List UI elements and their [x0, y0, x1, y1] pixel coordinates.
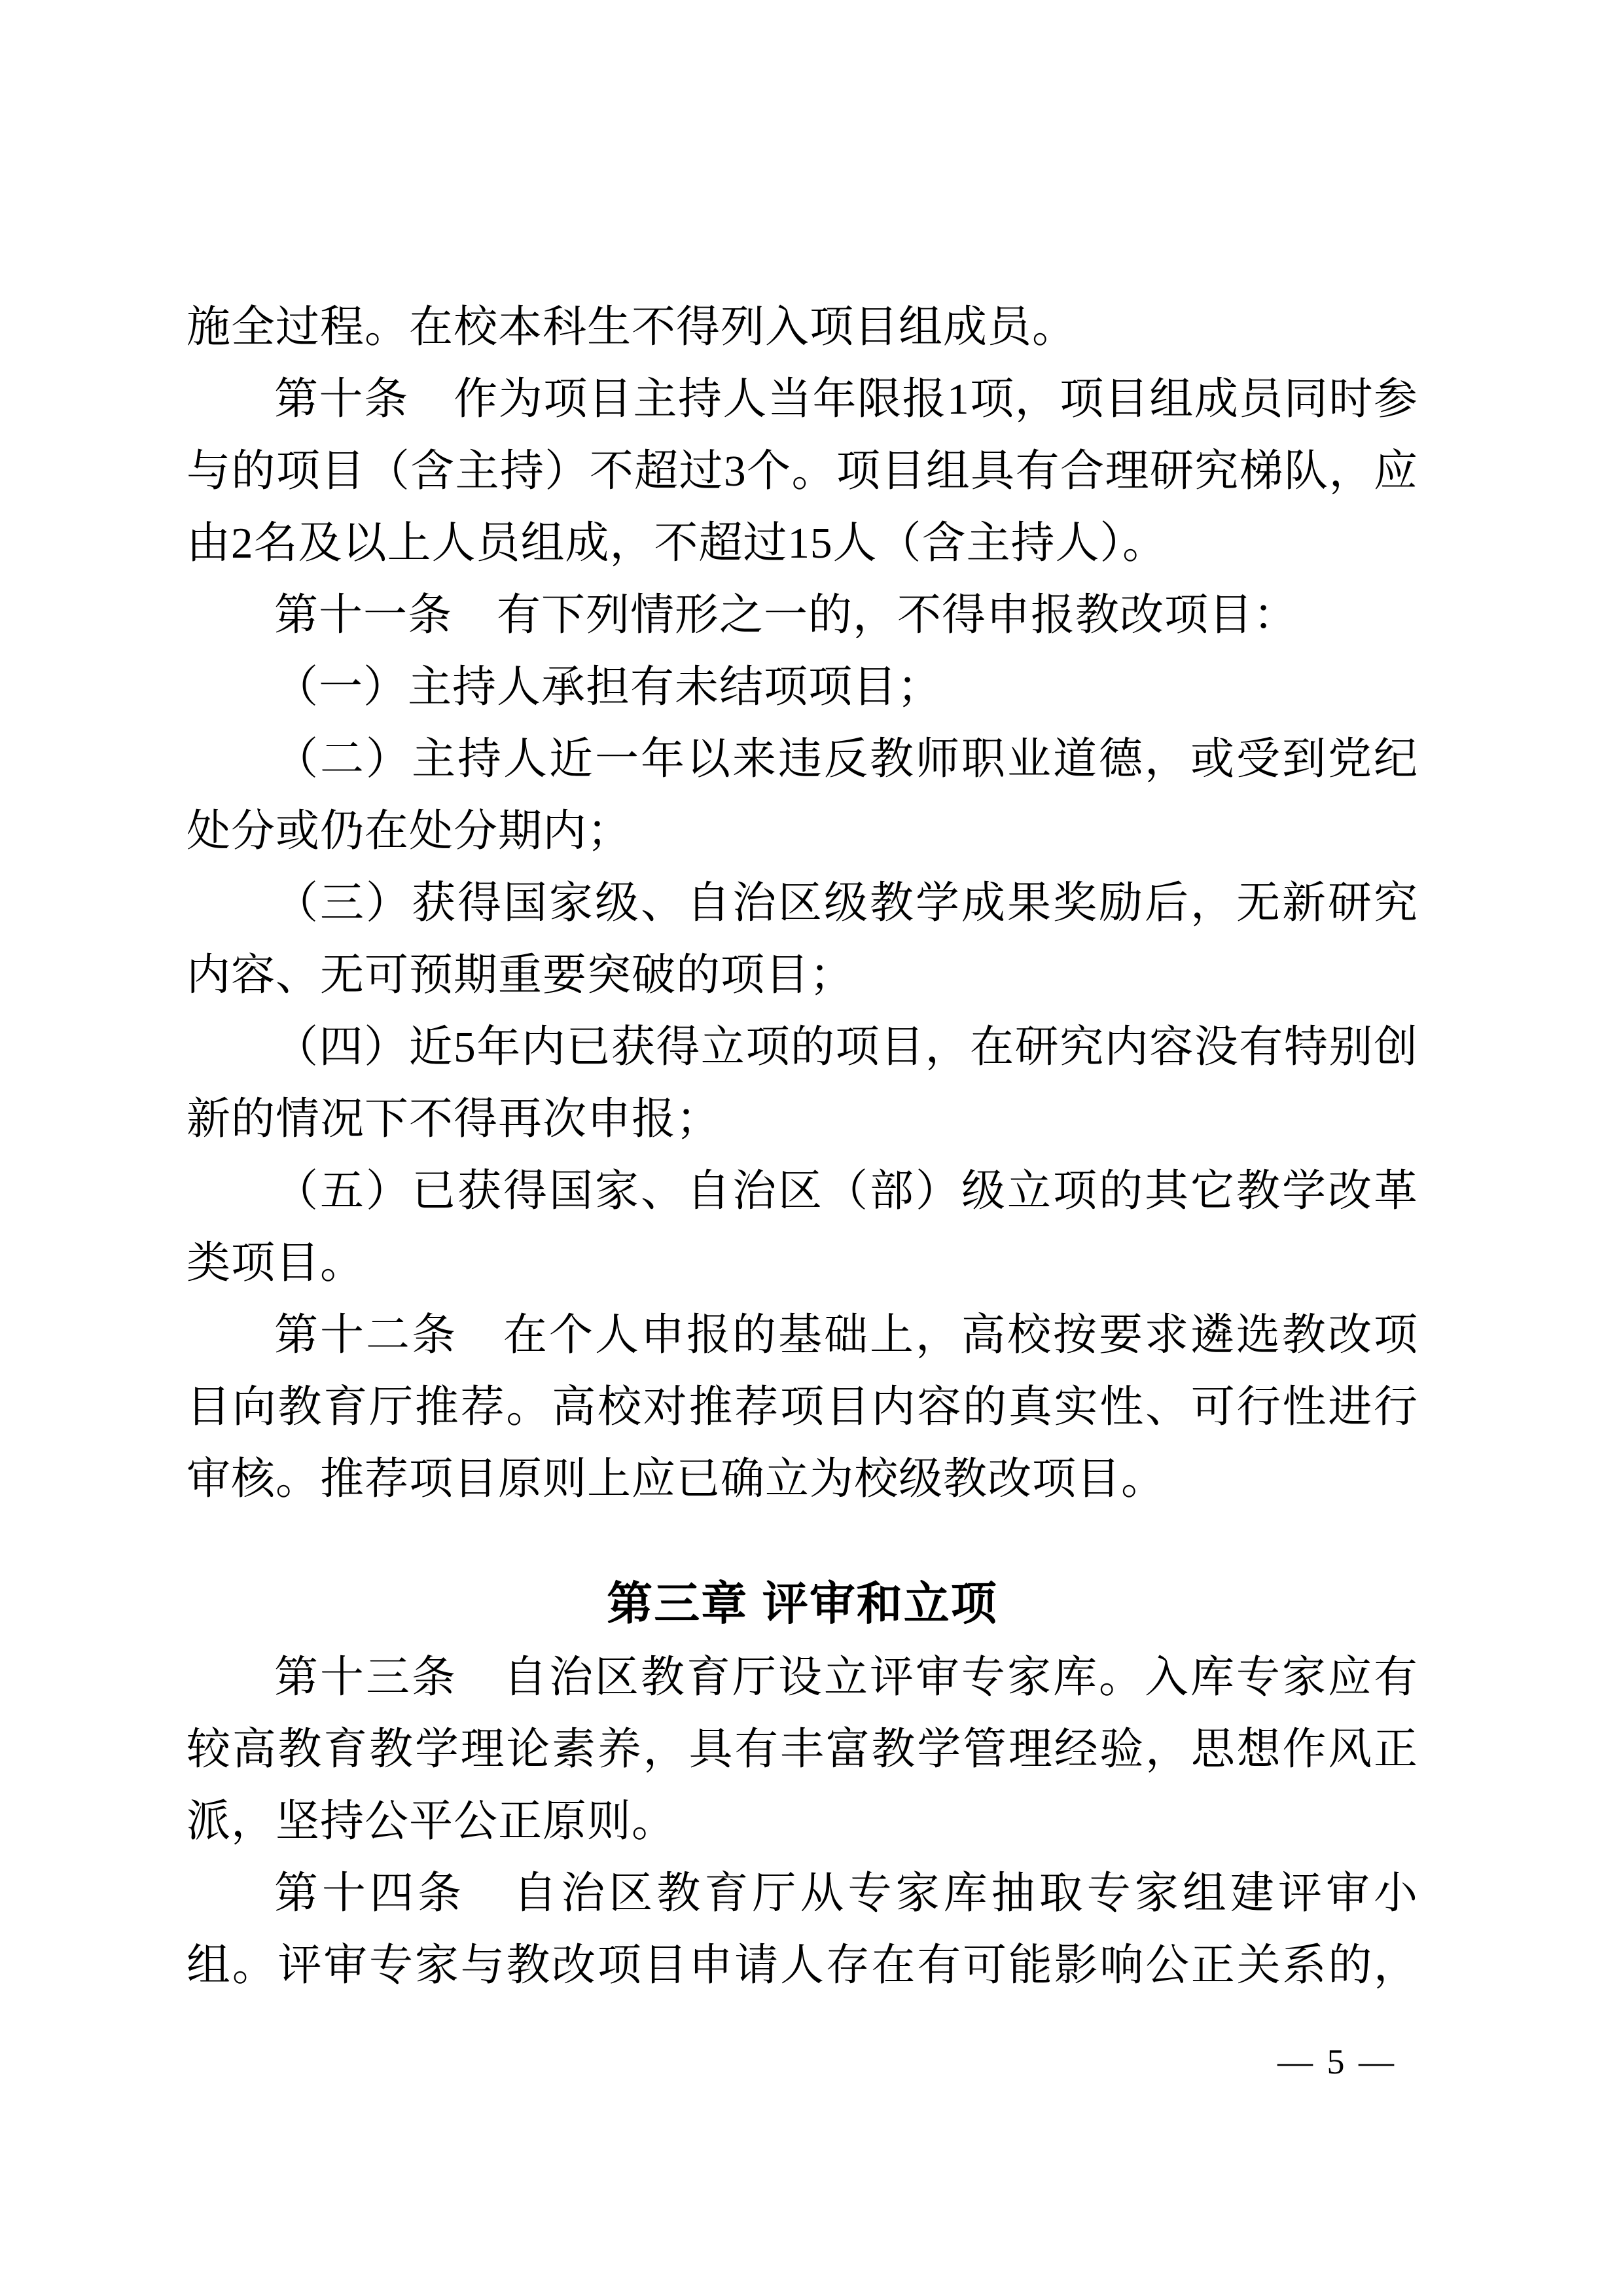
text-line: 第十二条 在个人申报的基础上，高校按要求遴选教改项	[274, 1311, 1418, 1359]
text-line: 审核。推荐项目原则上应已确立为校级教改项目。	[187, 1455, 1166, 1503]
text-line: 类项目。	[187, 1239, 365, 1287]
text-line: （二）主持人近一年以来违反教师职业道德，或受到党纪	[274, 735, 1418, 783]
text-line: 派，坚持公平公正原则。	[187, 1797, 676, 1846]
text-line: 由2名及以上人员组成，不超过15人（含主持人）。	[187, 519, 1167, 567]
text-line: （三）获得国家级、自治区级教学成果奖励后，无新研究	[274, 879, 1418, 927]
text-line: 第十四条 自治区教育厅从专家库抽取专家组建评审小	[274, 1869, 1418, 1918]
text-line: 处分或仍在处分期内；	[187, 807, 632, 855]
text-line: （四）近5年内已获得立项的项目，在研究内容没有特别创	[274, 1023, 1418, 1071]
text-line: 内容、无可预期重要突破的项目；	[187, 951, 854, 999]
text-line: 较高教育教学理论素养，具有丰富教学管理经验，思想作风正	[187, 1725, 1418, 1774]
text-line: 第十一条 有下列情形之一的，不得申报教改项目：	[274, 591, 1298, 639]
chapter-heading: 第三章 评审和立项	[607, 1578, 998, 1629]
document-body	[187, 291, 1418, 2001]
text-line: （一）主持人承担有未结项项目；	[274, 663, 942, 711]
page-number: — 5 —	[1277, 2042, 1397, 2081]
text-line: 第十三条 自治区教育厅设立评审专家库。入库专家应有	[274, 1653, 1418, 1702]
text-line: （五）已获得国家、自治区（部）级立项的其它教学改革	[274, 1167, 1418, 1215]
text-line: 目向教育厅推荐。高校对推荐项目内容的真实性、可行性进行	[187, 1383, 1418, 1431]
text-line: 与的项目（含主持）不超过3个。项目组具有合理研究梯队，应	[187, 447, 1418, 495]
text-line: 施全过程。在校本科生不得列入项目组成员。	[187, 303, 1077, 351]
text-line: 第十条 作为项目主持人当年限报1项，项目组成员同时参	[274, 375, 1418, 423]
text-line: 组。评审专家与教改项目申请人存在有可能影响公正关系的，	[187, 1941, 1418, 1990]
text-line: 新的情况下不得再次申报；	[187, 1095, 721, 1143]
